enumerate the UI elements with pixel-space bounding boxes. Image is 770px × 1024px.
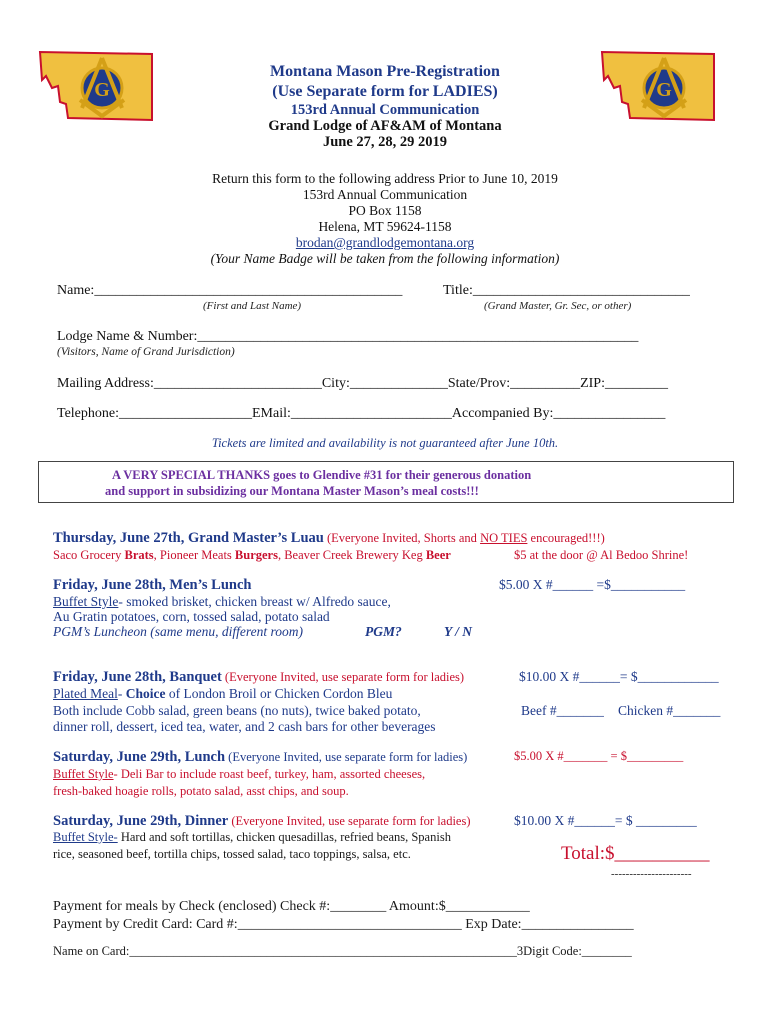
event-dates: June 27, 28, 29 2019 (322, 134, 448, 150)
communication-label: 153rd Annual Communication (290, 102, 480, 118)
sat-lunch-menu-line-1 (53, 767, 425, 782)
address-line-3: PO Box 1158 (348, 203, 422, 218)
title-blank[interactable]: _______________________________ (472, 283, 690, 298)
address-line-4: Helena, MT 59624-1158 (318, 219, 452, 234)
thanks-line-2: and support in subsidizing our Montana Master Mason’s meal costs!!! (105, 484, 479, 498)
name-on-card[interactable]: Name on Card:______________________________________________________________3Digit Code:________ (53, 944, 632, 958)
lodge-hint: (Visitors, Name of Grand Jurisdiction) (57, 346, 235, 358)
name-blank[interactable]: ____________________________________________ (94, 283, 403, 298)
sat-lunch-price[interactable]: $5.00 X #_______ = $_________ (514, 749, 684, 763)
dinner-menu-line-1 (53, 830, 451, 845)
state-label: State/Prov: (447, 376, 511, 391)
lodge-label: Lodge Name & Number: (57, 329, 198, 344)
payment-card[interactable]: Payment by Credit Card: Card #:________________________________ Exp Date:________________ (53, 917, 634, 932)
mailing-label: Mailing Address: (57, 376, 154, 391)
dinner-style: Buffet Style- (53, 830, 118, 844)
pgm-yes-no[interactable]: Y / N (444, 624, 472, 639)
dinner-menu-1: Hard and soft tortillas, chicken quesadillas, refried beans, Spanish (117, 830, 451, 844)
name-hint: (First and Last Name) (203, 300, 302, 312)
lunch-title: Friday, June 28th, Men’s Lunch (53, 577, 252, 593)
document-header (0, 62, 770, 150)
dinner-menu-line-2: rice, seasoned beef, tortilla chips, tossed salad, taco toppings, salsa, etc. (53, 847, 411, 861)
zip-blank[interactable]: _________ (604, 376, 668, 391)
banquet-note: (Everyone Invited, use separate form for ladies) (221, 670, 465, 684)
luau-menu (53, 548, 451, 563)
lunch-menu-line-2: Au Gratin potatoes, corn, tossed salad, potato salad (53, 609, 330, 624)
lunch-menu-line-1 (53, 594, 391, 610)
banquet-menu-2: dinner roll, dessert, iced tea, water, and 2 cash bars for other beverages (53, 719, 436, 734)
luau-burgers: Burgers (234, 548, 278, 562)
luau-no-ties: NO TIES (480, 531, 528, 545)
banquet-choice-a: - (117, 686, 126, 701)
luau-brats: Brats (124, 548, 154, 562)
contact-row (57, 406, 665, 422)
sat-lunch-title: Saturday, June 29th, Lunch (53, 749, 226, 765)
thanks-line-1: A VERY SPECIAL THANKS goes to Glendive #31 for their generous donation (112, 468, 532, 482)
total-dashes: ---------------------- (611, 868, 692, 880)
badge-note: (Your Name Badge will be taken from the following information) (210, 251, 560, 266)
dinner-title: Saturday, June 29th, Dinner (53, 813, 229, 829)
banquet-choice-b: Choice (125, 686, 166, 701)
luau-menu-2: , Pioneer Meats (153, 548, 235, 562)
luau-heading (53, 530, 605, 547)
chicken-count[interactable]: Chicken #_______ (618, 703, 721, 718)
contact-email-link[interactable]: brodan@grandlodgemontana.org (295, 235, 475, 250)
luau-beer: Beer (425, 548, 451, 562)
mailing-blank[interactable]: ________________________ (153, 376, 322, 391)
svg-text:G: G (94, 79, 110, 101)
banquet-price[interactable]: $10.00 X #______= $____________ (519, 669, 719, 684)
pgm-note: PGM’s Luncheon (same menu, different room) (53, 624, 303, 639)
sat-lunch-menu-1: - Deli Bar to include roast beef, turkey, ham, assorted cheeses, (113, 767, 426, 781)
lodge-field[interactable] (57, 329, 638, 345)
lunch-price[interactable]: $5.00 X #______ =$___________ (499, 577, 686, 592)
thanks-box (38, 461, 734, 503)
email-blank[interactable]: _______________________ (290, 406, 452, 421)
banquet-choice-c: of London Broil or Chicken Cordon Bleu (165, 686, 393, 701)
luau-price: $5 at the door @ Al Bedoo Shrine! (514, 548, 689, 562)
luau-menu-1: Saco Grocery (53, 548, 125, 562)
accompanied-label: Accompanied By: (451, 406, 554, 421)
banquet-heading (53, 669, 464, 686)
title-field[interactable] (443, 283, 690, 299)
lunch-style: Buffet Style (53, 594, 119, 609)
sat-lunch-note: (Everyone Invited, use separate form for ladies) (225, 750, 468, 764)
tickets-note: Tickets are limited and availability is not guaranteed after June 10th. (211, 436, 559, 450)
address-line-2: 153rd Annual Communication (302, 187, 468, 202)
banquet-style: Plated Meal (53, 686, 118, 701)
luau-note: (Everyone Invited, Shorts and (323, 531, 481, 545)
svg-text:G: G (656, 79, 672, 101)
luau-menu-3: , Beaver Creek Brewery Keg (277, 548, 426, 562)
sat-lunch-heading (53, 749, 467, 766)
dinner-note: (Everyone Invited, use separate form for ladies) (228, 814, 471, 828)
total-field[interactable]: Total:$__________ (561, 843, 710, 864)
dinner-heading (53, 813, 471, 830)
pgm-label: PGM? (365, 624, 402, 639)
lodge-label: Grand Lodge of AF&AM of Montana (268, 118, 502, 134)
name-label: Name: (57, 283, 95, 298)
lunch-menu-1: - smoked brisket, chicken breast w/ Alfredo sauce, (118, 594, 391, 609)
banquet-menu-1: Both include Cobb salad, green beans (no nuts), twice baked potato, (53, 703, 421, 718)
return-address (0, 171, 770, 267)
city-label: City: (321, 376, 350, 391)
name-field[interactable] (57, 283, 402, 299)
city-blank[interactable]: ______________ (349, 376, 448, 391)
state-blank[interactable]: __________ (510, 376, 581, 391)
sat-lunch-style: Buffet Style (53, 767, 114, 781)
lodge-blank[interactable]: _______________________________________________________________ (197, 329, 639, 344)
accompanied-blank[interactable]: ________________ (553, 406, 666, 421)
telephone-blank[interactable]: ___________________ (119, 406, 252, 421)
sat-lunch-menu-line-2: fresh-baked hoagie rolls, potato salad, asst chips, and soup. (53, 784, 349, 798)
title-label: Title: (443, 283, 473, 298)
address-line-1: Return this form to the following address Prior to June 10, 2019 (212, 171, 558, 186)
telephone-label: Telephone: (57, 406, 119, 421)
form-subtitle: (Use Separate form for LADIES) (272, 83, 498, 100)
luau-title: Thursday, June 27th, Grand Master’s Luau (53, 530, 324, 546)
title-hint: (Grand Master, Gr. Sec, or other) (484, 300, 632, 312)
beef-count[interactable]: Beef #_______ (521, 703, 604, 718)
mailing-row (57, 376, 668, 392)
luau-note-end: encouraged!!!) (527, 531, 605, 545)
email-label: EMail: (252, 406, 291, 421)
payment-check[interactable]: Payment for meals by Check (enclosed) Check #:________ Amount:$____________ (53, 899, 530, 914)
form-title: Montana Mason Pre-Registration (270, 63, 500, 80)
dinner-price[interactable]: $10.00 X #______= $ _________ (514, 813, 697, 828)
zip-label: ZIP: (580, 376, 605, 391)
banquet-choice-line (53, 686, 392, 702)
banquet-title: Friday, June 28th, Banquet (53, 669, 222, 685)
